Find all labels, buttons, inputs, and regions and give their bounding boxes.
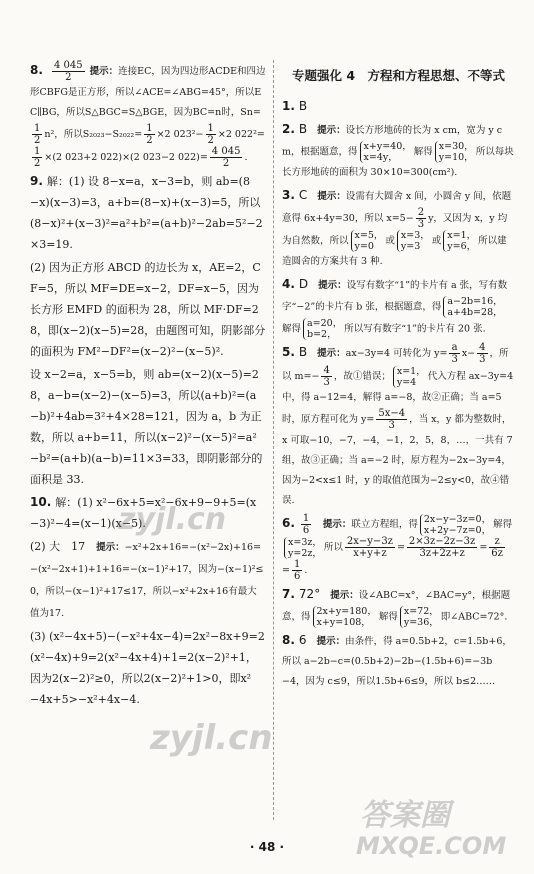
answer-fraction: $\frac{1}{6}$ [302,513,310,536]
question-4-right: 4. D 提示：设写有数字“1”的卡片有 a 张，写有数字“−2”的卡片有 b 张，根据题意，得 a−2b=16， a+4b=28， 解得 a=20， b=2， 所以写有数字“1”的卡片有 20 张. [282,277,508,340]
question-6-right: 6. $\frac{1}{6}$ 提示：联立方程组，得 2x−y−3z=0， x+2y−7z=0， 解得 x=3z， y=2z， 所以 $\frac{2x-y-3z}{x+y+z}$ = $\frac{2\times 3z-2z-3z}{3z+2z+z}$ = $\frac{z}{6z}$ = $\frac{1}{6}$ . [282,513,513,582]
left-column [30,60,266,712]
question-3-right: 3. C 提示：设需有大圆舍 x 间，小圆舍 y 间，依题意得 6x+4y=30，所以 x=5− $\frac{2}{3}$ y，又因为 x，y 均为自然数，所以 x=5， y=0 或 x=3， y=3 或 x=1， y=6， 所以建造圆舍的方案共有 3 种. [282,188,512,267]
right-column [282,60,514,694]
question-10-left: 10. 解：(1) x²−6x+5=x²−6x+9−9+5=(x−3)²−4=(x−1)(x−5). [30,495,257,530]
answer: B [298,99,308,113]
question-7-right: 7. 72° 提示：设∠ABC=x°，∠BAC=y°，根据题意，得 2x+y=180， x+y=108， 解得 x=72， y=36， 即∠ABC=72°. [282,587,511,628]
fraction-half: $\frac{1}{2}$ [34,123,41,146]
answer: C [298,188,308,202]
answer: D [298,277,309,291]
column-divider [273,60,274,820]
question-9-left: 9. 解：(1) 设 8−x=a，x−3=b，则 ab=(8−x)(x−3)=3，a+b=(8−x)+(x−3)=5，所以(8−x)²+(x−3)²=a²+b²=(a+b)²−2ab=5²−2×3=19. [30,174,263,251]
question-number: 8. [30,63,43,77]
answer: B [298,122,308,136]
answer: 6 [298,633,307,647]
watermark: 答案圈 [360,798,450,833]
question-9-part-2: (2) 因为正方形 ABCD 的边长为 x，AE=2，CF=5，所以 MF=DE=x−2，DF=x−5，因为长方形 EMFD 的面积为 28，所以 MF·DF=28，即(x−2)(x−5)=28，由题图可知，阴影部分的面积为 FM²−DF²=(x−2)²−(x−5)². [30,261,266,358]
watermark: zyjl.cn [150,718,273,758]
question-8-right: 8. 6 提示：由条件，得 a=0.5b+2，c=1.5b+6，所以 a−2b−c=(0.5b+2)−2b−(1.5b+6)=−3b−4，因为 c≤9，所以1.5b+6≤9，所以 b≤2…… [282,633,512,687]
section-title: 专题强化 4 方程和方程思想、不等式 [292,68,506,83]
question-10-part-3: (3) (x²−4x+5)−(−x²+4x−4)=2x²−8x+9=2(x²−4x)+9=2(x²−4x+4)+1=2(x−2)²+1，因为2(x−2)²≥0，所以2(x−2)²+1>0，即x²−4x+5>−x²+4x−4. [30,630,265,706]
answer-fraction: $\frac{4 045}{2}$ [53,60,83,83]
question-8-left: 8. $\frac{4 045}{2}$ 提示：连接EC，因为四边形ACDE和四边形CBFG是正方形，所以∠ACE=∠ABG=45°，所以EC∥BG，所以S△BGC=S△BGE，因为BC=n时，Sn= $\frac{1}{2}$ n²，所以S₂₀₂₃−S₂₀₂₂= $\frac{1}{2}$ ×2 023²− $\frac{1}{2}$ ×2 022²= $\frac{1}{2}$ ×(2 023+2 022)×(2 023−2 022)= $\frac{4 045}{2}$ . [30,60,266,169]
watermark: MXQE.COM [356,832,507,860]
question-1-right: 1. B [282,99,308,113]
page-number: · 48 · [249,840,285,854]
question-10-part-2: (2) 大 17 提示：−x²+2x+16=−(x²−2x)+16=−(x²−2x+1)+1+16=−(x−1)²+17，因为−(x−1)²≤0，所以−(x−1)²+17≤17，所以−x²+2x+16有最大值为17. [30,540,264,619]
answer: B [298,345,308,359]
question-2-right: 2. B 提示：设长方形地砖的长为 x cm，宽为 y cm，根据题意，得 x+y=40， x=4y， 解得 x=30， y=10， 所以每块长方形地砖的面积为 30×10=300(cm²). [282,122,514,178]
question-number: 10. [30,495,52,509]
question-number: 9. [30,174,43,188]
question-5-right: 5. B 提示：ax−3y=4 可转化为 y= $\frac{a}{3}$ x− $\frac{4}{3}$ ，所以 m=− $\frac{4}{3}$ ，故①错误； x=1， y=4 代入方程 ax−3y=4 中，得 a−12=4，解得 a=−8，故②正确；当 a=5 时，原方程可化为 y= $\frac{5x-4}{3}$ ，当 x，y 都为整数时，x 可取−10，−7，−4，−1，2，5，8，…，一共有 7 组，故③正确；当 a=−2 时，原方程为−2x−3y=4，因为−2<x≤1 时，y 的取值范围为−2≤y<0，故④错误. [282,342,514,506]
answer: 72° [298,587,321,601]
watermark: zyjl.cn [118,502,227,537]
question-9-part-3: 设 x−2=a，x−5=b，则 ab=(x−2)(x−5)=28，a−b=(x−2)−(x−5)=3，所以(a+b)²=(a−b)²+4ab=3²+4×28=121，因为 a，b 为正数，所以 a+b=11，所以(x−2)²−(x−5)²=a²−b²=(a+b)(a−b)=11×3=33，即阴影部分的面积是 33. [30,368,263,486]
hint-label: 提示： [89,66,119,77]
